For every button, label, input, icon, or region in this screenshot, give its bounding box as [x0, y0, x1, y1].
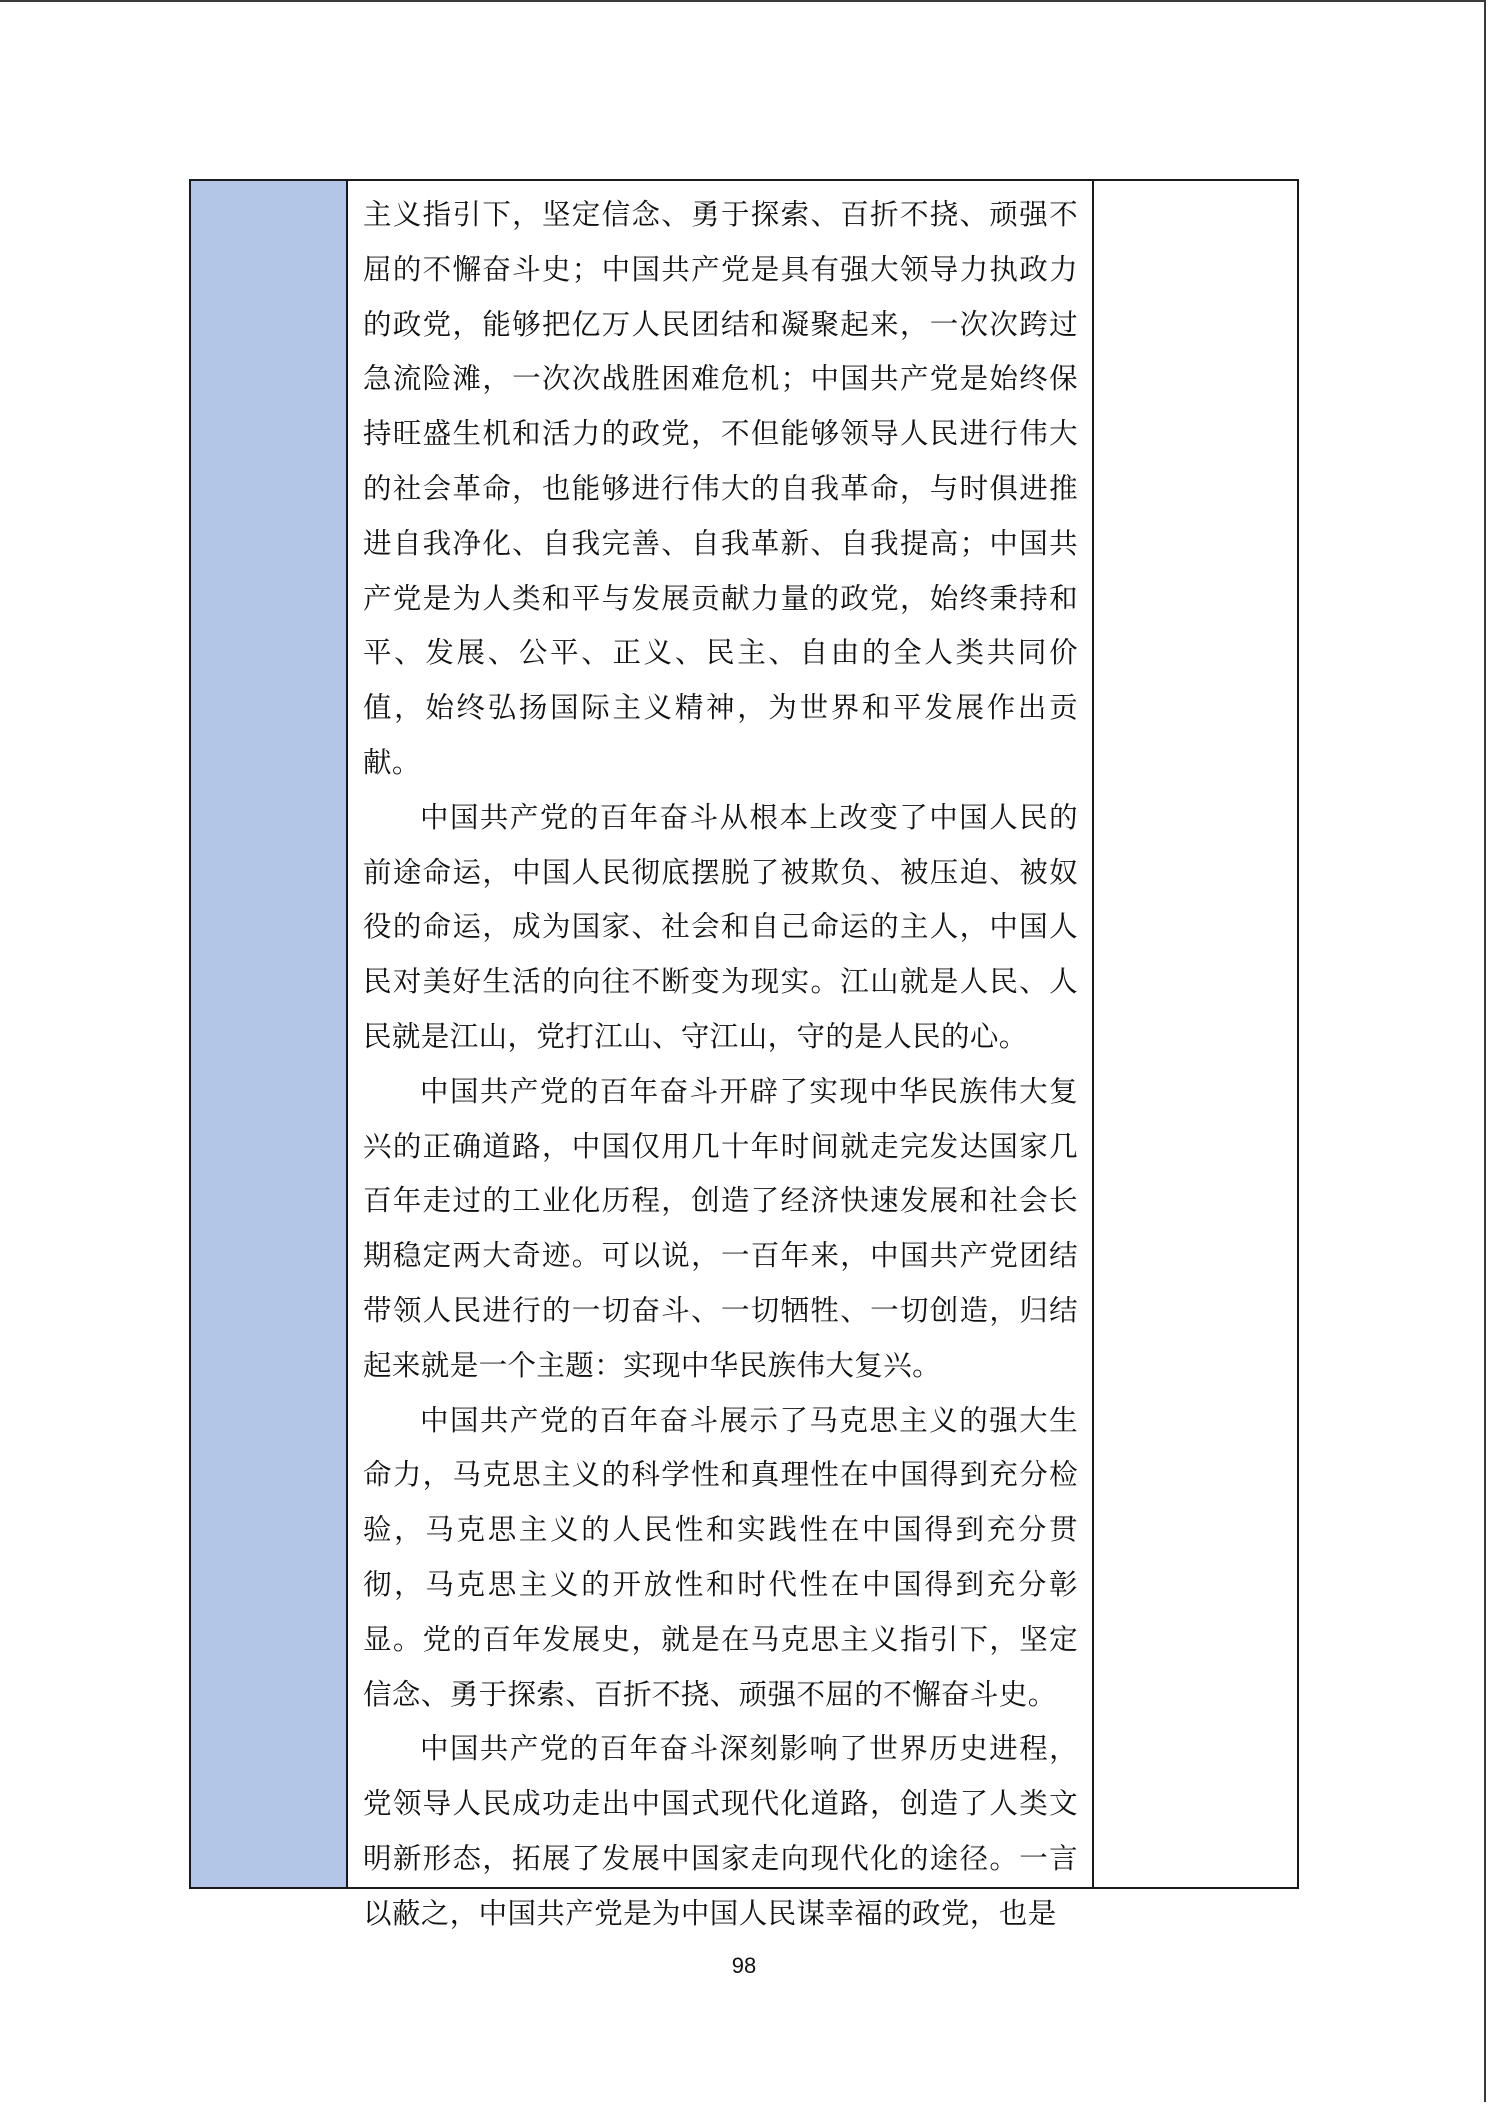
content-table — [189, 179, 1299, 1930]
page-number: 98 — [731, 1953, 757, 1978]
paragraph-1: 主义指引下，坚定信念、勇于探索、百折不挠、顽强不屈的不懈奋斗史；中国共产党是具有强大领导力执政力的政党，能够把亿万人民团结和凝聚起来，一次次跨过急流险滩，一次次战胜困难危机；中国共产党是始终保持旺盛生机和活力的政党，不但能够领导人民进行伟大的社会革命，也能够进行伟大的自我革命，与时俱进推进自我净化、自我完善、自我革新、自我提高；中国共产党是为人类和平与发展贡献力量的政党，始终秉持和平、发展、公平、正义、民主、自由的全人类共同价值，始终弘扬国际主义精神，为世界和平发展作出贡献。 — [363, 198, 1078, 779]
notes-column — [1094, 181, 1297, 1887]
text-column — [348, 181, 1094, 1930]
paragraph-2: 中国共产党的百年奋斗从根本上改变了中国人民的前途命运，中国人民彻底摆脱了被欺负、被压迫、被奴役的命运，成为国家、社会和自己命运的主人，中国人民对美好生活的向往不断变为现实。江山就是人民、人民就是江山，党打江山、守江山，守的是人民的心。 — [363, 800, 1078, 1053]
paragraph-5: 中国共产党的百年奋斗深刻影响了世界历史进程，党领导人民成功走出中国式现代化道路，创造了人类文明新形态，拓展了发展中国家走向现代化的途径。一言以蔽之，中国共产党是为中国人民谋幸福的政党，也是 — [363, 1732, 1078, 1930]
paragraph-3: 中国共产党的百年奋斗开辟了实现中华民族伟大复兴的正确道路，中国仅用几十年时间就走完发达国家几百年走过的工业化历程，创造了经济快速发展和社会长期稳定两大奇迹。可以说，一百年来，中国共产党团结带领人民进行的一切奋斗、一切牺牲、一切创造，归结起来就是一个主题：实现中华民族伟大复兴。 — [363, 1074, 1078, 1382]
paragraph-4: 中国共产党的百年奋斗展示了马克思主义的强大生命力，马克思主义的科学性和真理性在中国得到充分检验，马克思主义的人民性和实践性在中国得到充分贯彻，马克思主义的开放性和时代性在中国得到充分彰显。党的百年发展史，就是在马克思主义指引下，坚定信念、勇于探索、百折不挠、顽强不屈的不懈奋斗史。 — [363, 1403, 1078, 1711]
label-column — [191, 181, 348, 1887]
